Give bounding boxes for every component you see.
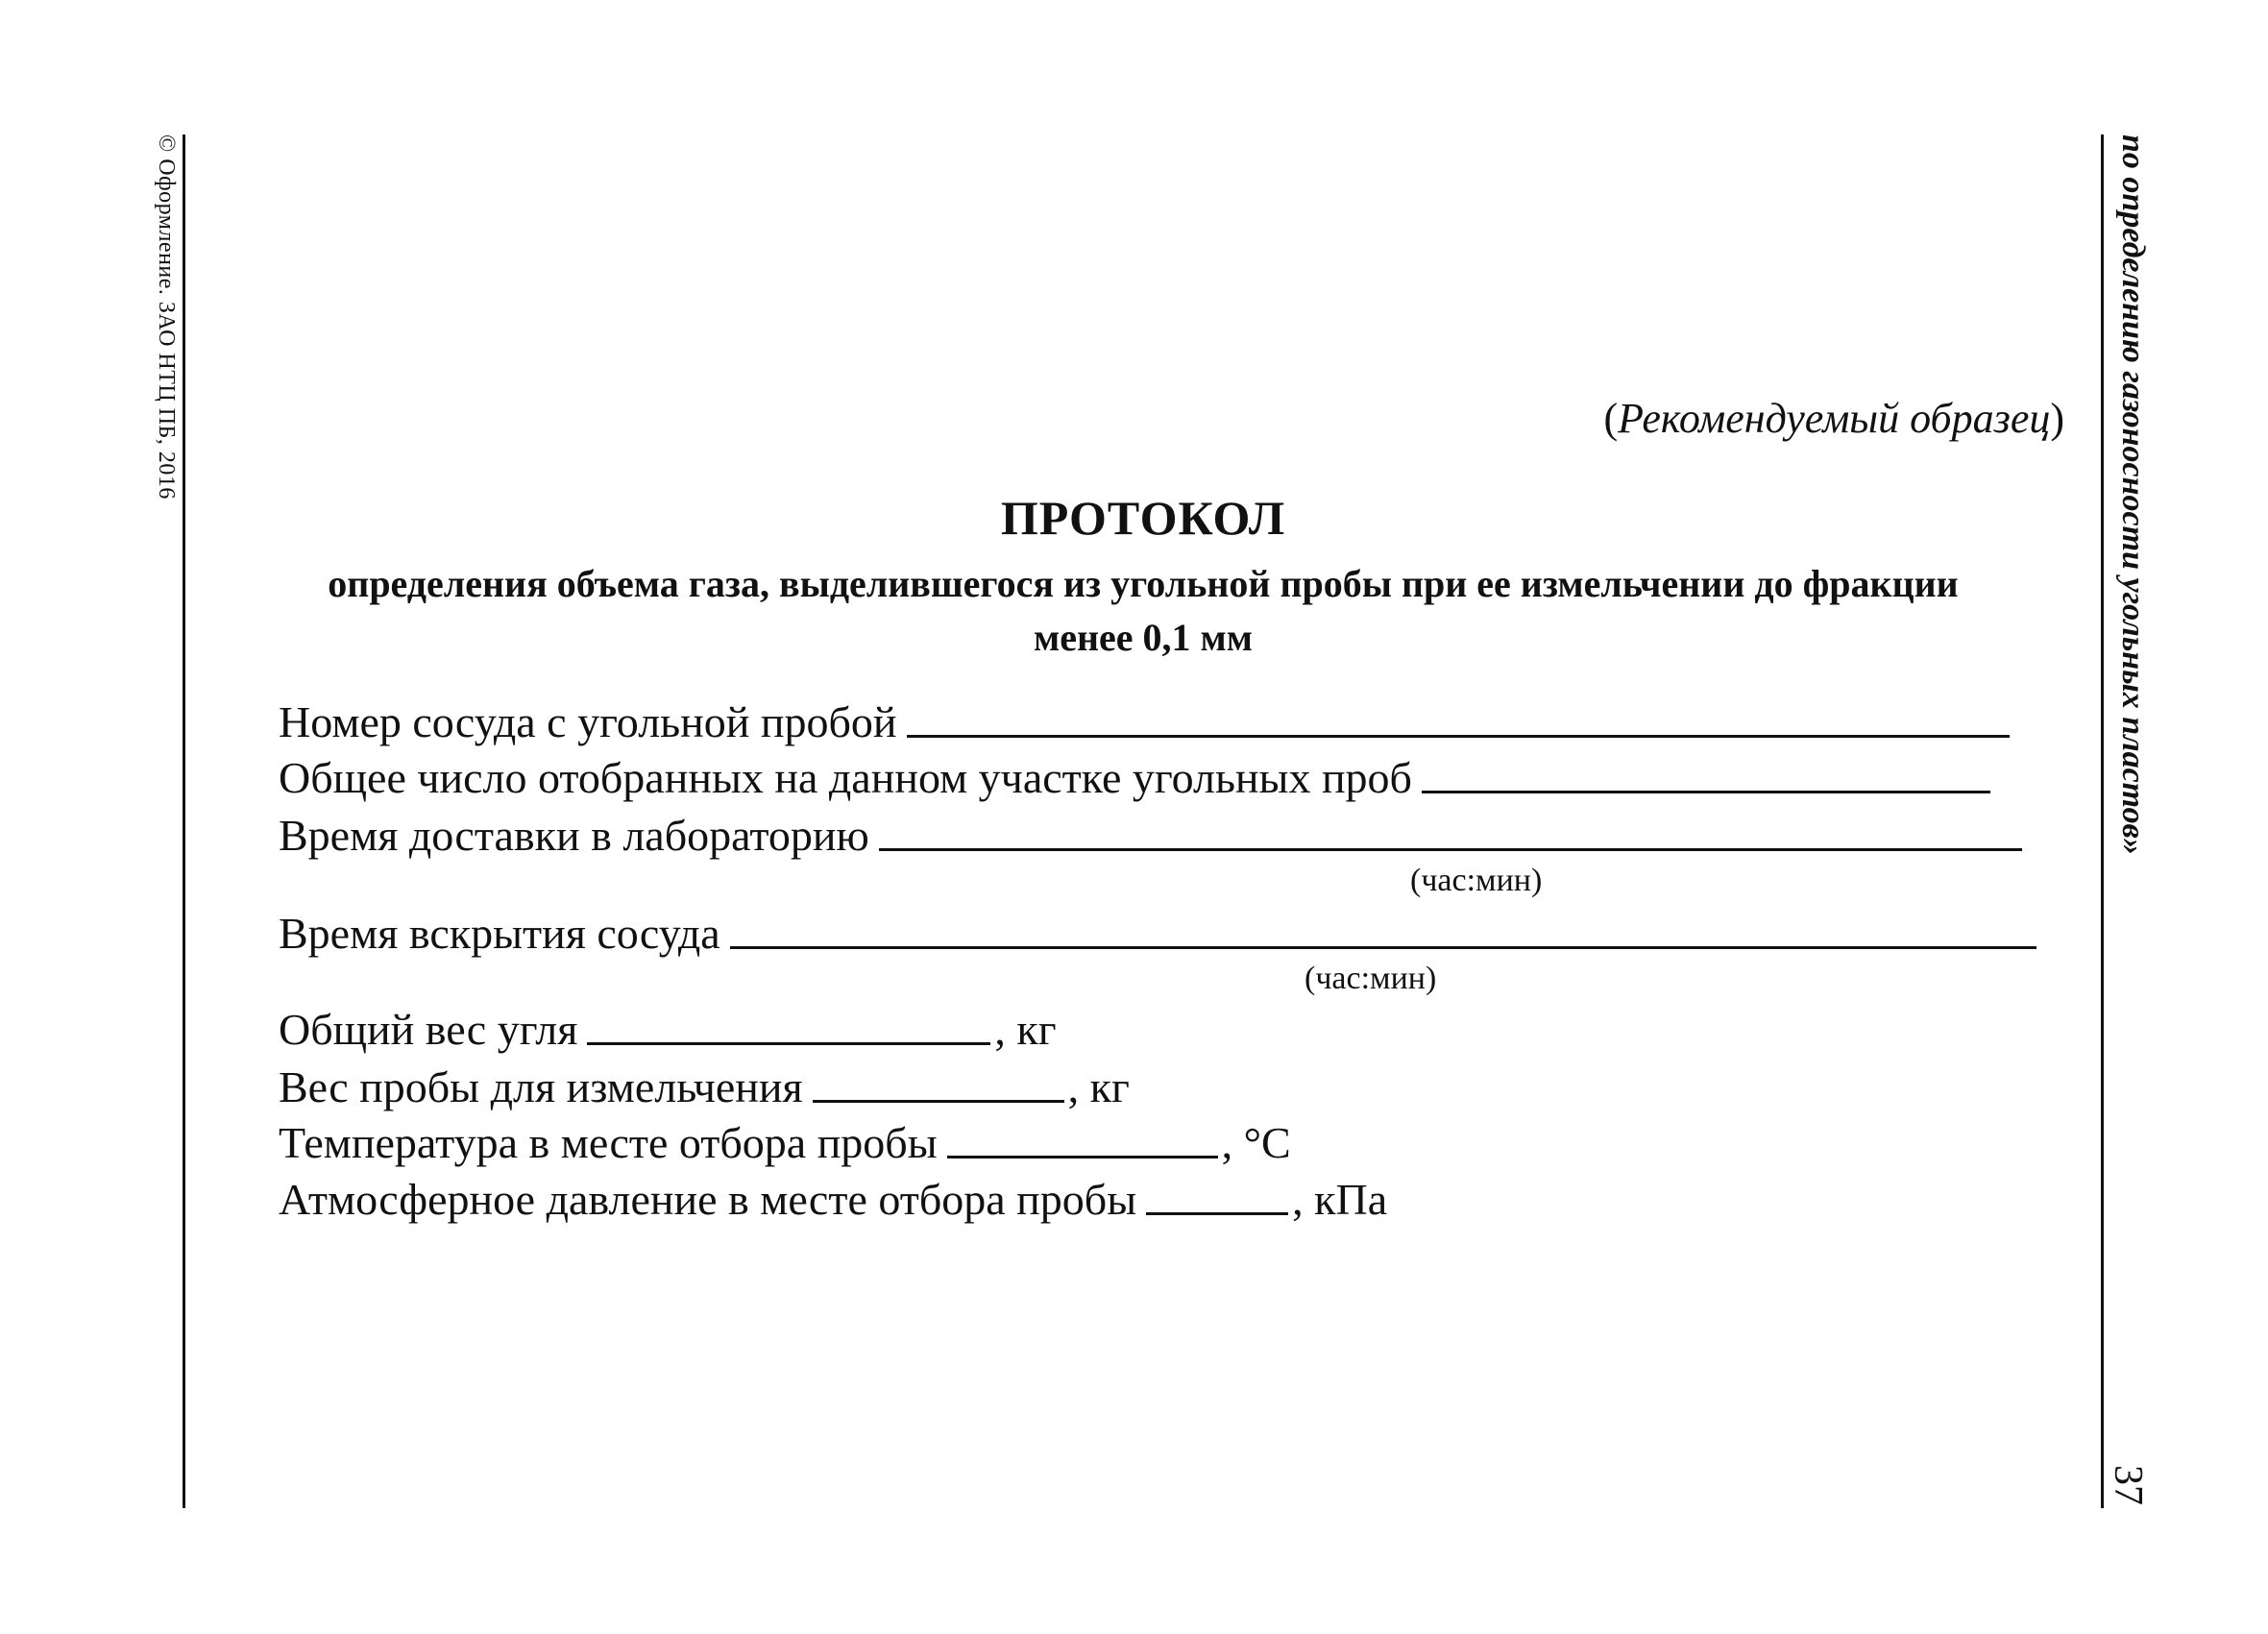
delivery-time-blank[interactable] <box>879 848 2022 851</box>
left-margin-rule <box>183 134 185 1508</box>
temperature-field[interactable] <box>279 1117 1291 1168</box>
opening-time-field[interactable] <box>279 908 2036 959</box>
recommended-sample-note: (Рекомендуемый образец) <box>1603 395 2064 442</box>
delivery-time-field[interactable] <box>279 810 2022 861</box>
vessel-number-field[interactable] <box>279 696 2010 747</box>
copyright-text: © Оформление. ЗАО НТЦ ПБ, 2016 <box>154 134 179 500</box>
sample-weight-blank[interactable] <box>813 1100 1064 1103</box>
vessel-number-blank[interactable] <box>907 735 2010 738</box>
total-weight-blank[interactable] <box>587 1042 990 1045</box>
temperature-unit: , °С <box>1221 1118 1291 1167</box>
sample-weight-field[interactable] <box>279 1061 1130 1112</box>
opening-time-format-hint: (час:мин) <box>1305 961 1437 996</box>
delivery-time-format-hint: (час:мин) <box>1410 863 1543 898</box>
vessel-number-label: Номер сосуда с угольной пробой <box>279 697 897 746</box>
total-weight-unit: , кг <box>994 1005 1057 1054</box>
sample-weight-label: Вес пробы для измельчения <box>279 1062 803 1111</box>
temperature-label: Температура в месте отбора пробы <box>279 1118 938 1167</box>
pressure-label: Атмосферное давление в месте отбора пробы <box>279 1175 1137 1224</box>
temperature-blank[interactable] <box>947 1156 1218 1158</box>
sample-weight-unit: , кг <box>1067 1062 1130 1111</box>
pressure-unit: , кПа <box>1292 1175 1388 1224</box>
copyright-notice <box>144 134 183 576</box>
opening-time-label: Время вскрытия сосуда <box>279 909 720 958</box>
total-weight-label: Общий вес угля <box>279 1005 578 1054</box>
document-subtitle <box>211 557 2075 665</box>
page-number <box>2106 1465 2157 1523</box>
total-weight-field[interactable] <box>279 1004 1057 1055</box>
right-margin-rule <box>2101 134 2104 1508</box>
page-number-text: 37 <box>2106 1465 2150 1505</box>
document-title: ПРОТОКОЛ <box>1000 491 1286 545</box>
total-samples-field[interactable] <box>279 752 1990 803</box>
opening-time-blank[interactable] <box>730 946 2036 949</box>
total-samples-label: Общее число отобранных на данном участке угольных проб <box>279 753 1412 802</box>
subtitle-line-2: менее 0,1 мм <box>1033 616 1254 659</box>
pressure-field[interactable] <box>279 1174 1387 1225</box>
running-header-text: по определению газоносности угольных пластов» <box>2115 134 2151 855</box>
running-header <box>2109 134 2157 922</box>
subtitle-line-1: определения объема газа, выделившегося из угольной пробы при ее измельчении до фракции <box>328 562 1959 605</box>
pressure-blank[interactable] <box>1146 1212 1288 1215</box>
recommended-sample-label: Рекомендуемый образец <box>1618 395 2051 442</box>
total-samples-blank[interactable] <box>1422 791 1990 793</box>
delivery-time-label: Время доставки в лабораторию <box>279 811 869 860</box>
